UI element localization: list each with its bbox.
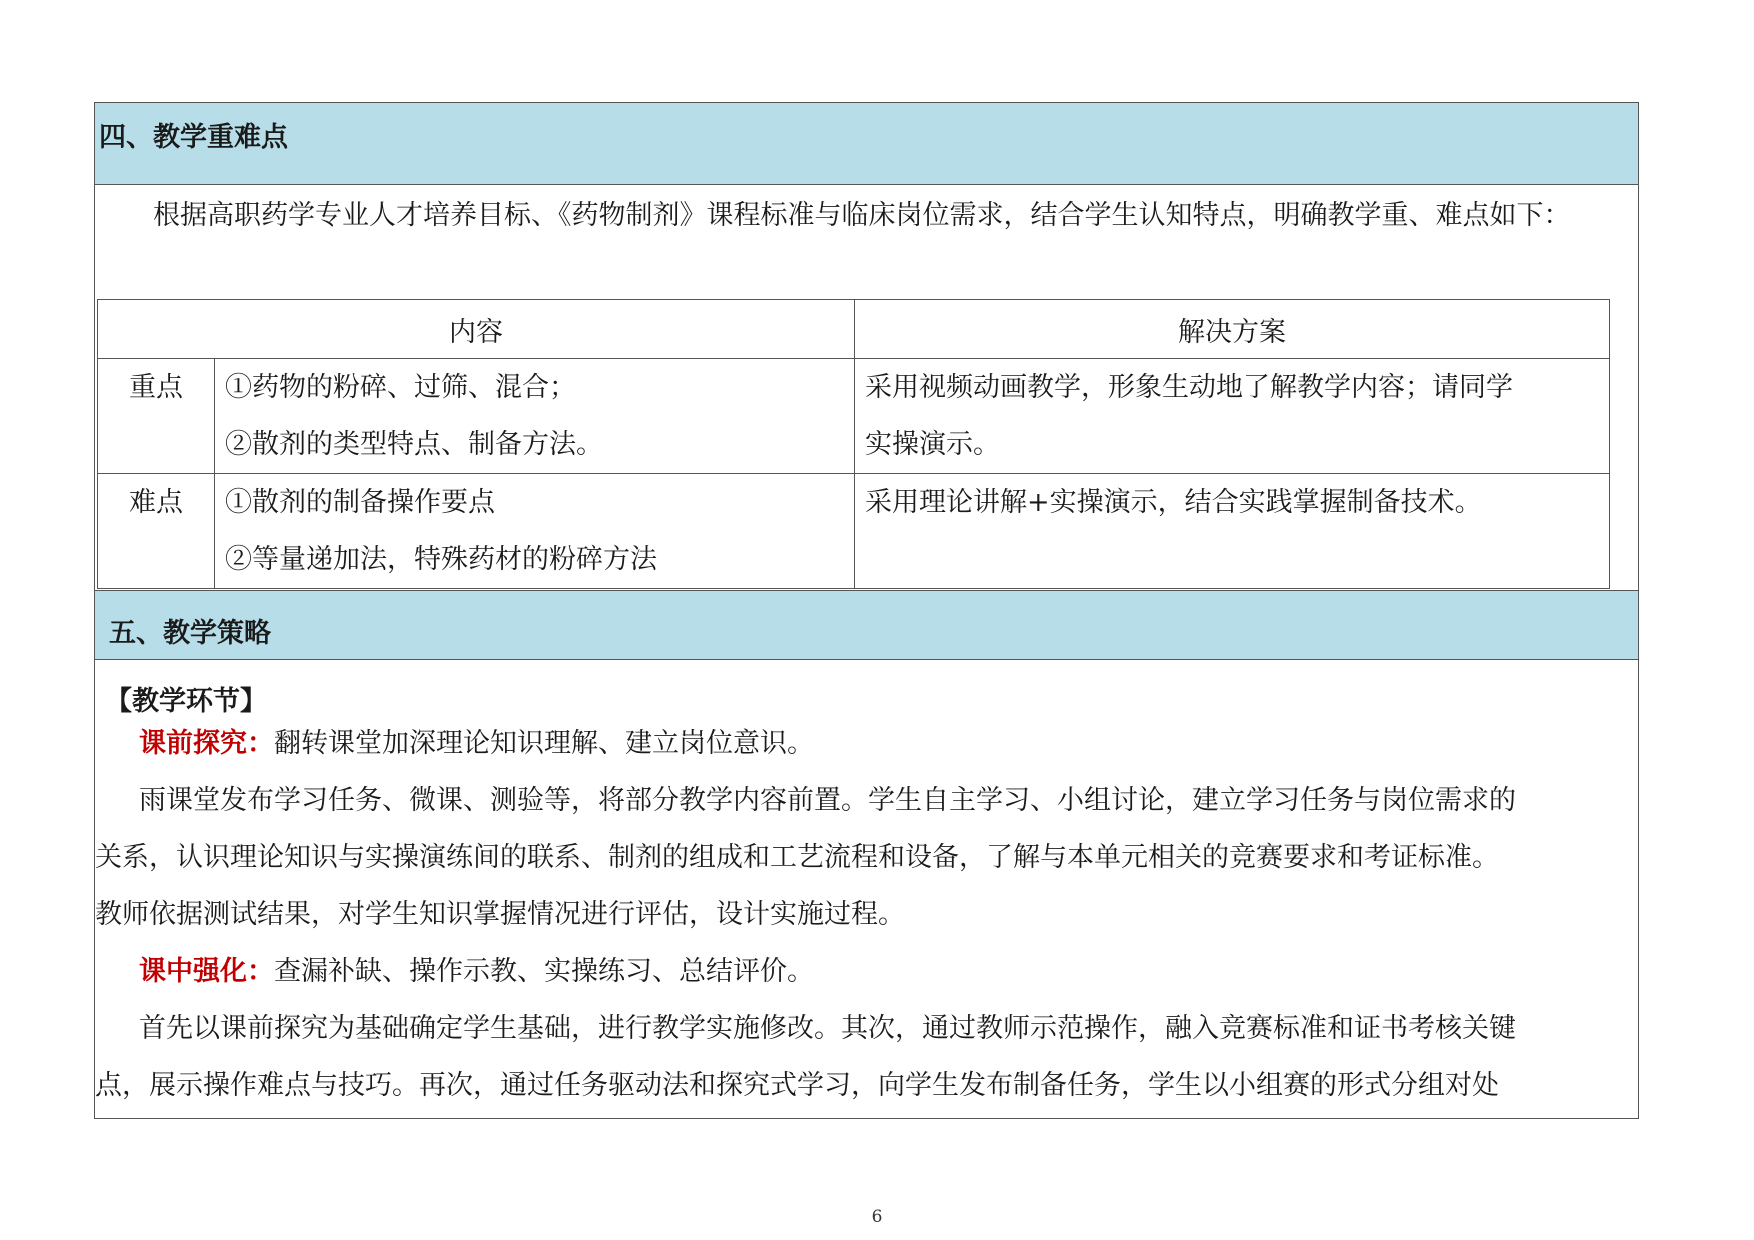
table-row bbox=[98, 359, 1610, 474]
content-line: ①药物的粉碎、过筛、混合； bbox=[225, 372, 576, 403]
paragraph-line: 教师依据测试结果，对学生知识掌握情况进行评估，设计实施过程。 bbox=[95, 899, 905, 930]
section4-title: 四、教学重难点 bbox=[99, 122, 288, 153]
section5-header bbox=[95, 590, 1638, 660]
row-content bbox=[215, 359, 855, 474]
pre-class-line bbox=[95, 715, 1640, 772]
content-line: ①散剂的制备操作要点 bbox=[225, 487, 495, 518]
pre-class-label: 课前探究： bbox=[139, 728, 274, 759]
paragraph-line: 首先以课前探究为基础确定学生基础，进行教学实施修改。其次，通过教师示范操作，融入竞赛标准和证书考核关键 bbox=[139, 1013, 1516, 1044]
header-content: 内容 bbox=[98, 300, 855, 359]
section5-title: 五、教学策略 bbox=[109, 618, 271, 649]
section4-intro: 根据高职药学专业人才培养目标、《药物制剂》课程标准与临床岗位需求，结合学生认知特点，明确教学重、难点如下： bbox=[153, 200, 1571, 231]
in-class-line bbox=[95, 943, 1640, 1000]
row-solution bbox=[855, 474, 1610, 589]
paragraph-line: 雨课堂发布学习任务、微课、测验等，将部分教学内容前置。学生自主学习、小组讨论，建立学习任务与岗位需求的 bbox=[139, 785, 1516, 816]
solution-line: 采用视频动画教学，形象生动地了解教学内容；请同学 bbox=[865, 372, 1513, 403]
content-line: ②等量递加法，特殊药材的粉碎方法 bbox=[225, 544, 657, 575]
table-row bbox=[98, 474, 1610, 589]
row-solution bbox=[855, 359, 1610, 474]
row-label: 重点 bbox=[98, 359, 215, 474]
pre-class-summary: 翻转课堂加深理论知识理解、建立岗位意识。 bbox=[274, 728, 814, 759]
page-number: 6 bbox=[871, 1207, 883, 1227]
row-label: 难点 bbox=[98, 474, 215, 589]
section4-header bbox=[95, 103, 1638, 185]
header-solution: 解决方案 bbox=[855, 300, 1610, 359]
key-difficult-points-table bbox=[97, 299, 1610, 589]
teaching-steps-heading: 【教学环节】 bbox=[105, 686, 267, 717]
row-content bbox=[215, 474, 855, 589]
in-class-summary: 查漏补缺、操作示教、实操练习、总结评价。 bbox=[274, 956, 814, 987]
solution-line: 采用理论讲解+实操演示，结合实践掌握制备技术。 bbox=[865, 487, 1482, 518]
in-class-label: 课中强化： bbox=[139, 956, 274, 987]
solution-line: 实操演示。 bbox=[865, 429, 1000, 460]
document-frame bbox=[94, 102, 1639, 1119]
paragraph-line: 关系，认识理论知识与实操演练间的联系、制剂的组成和工艺流程和设备，了解与本单元相关的竞赛要求和考证标准。 bbox=[95, 842, 1499, 873]
content-line: ②散剂的类型特点、制备方法。 bbox=[225, 429, 603, 460]
paragraph-line: 点，展示操作难点与技巧。再次，通过任务驱动法和探究式学习，向学生发布制备任务，学生以小组赛的形式分组对处 bbox=[95, 1070, 1499, 1101]
